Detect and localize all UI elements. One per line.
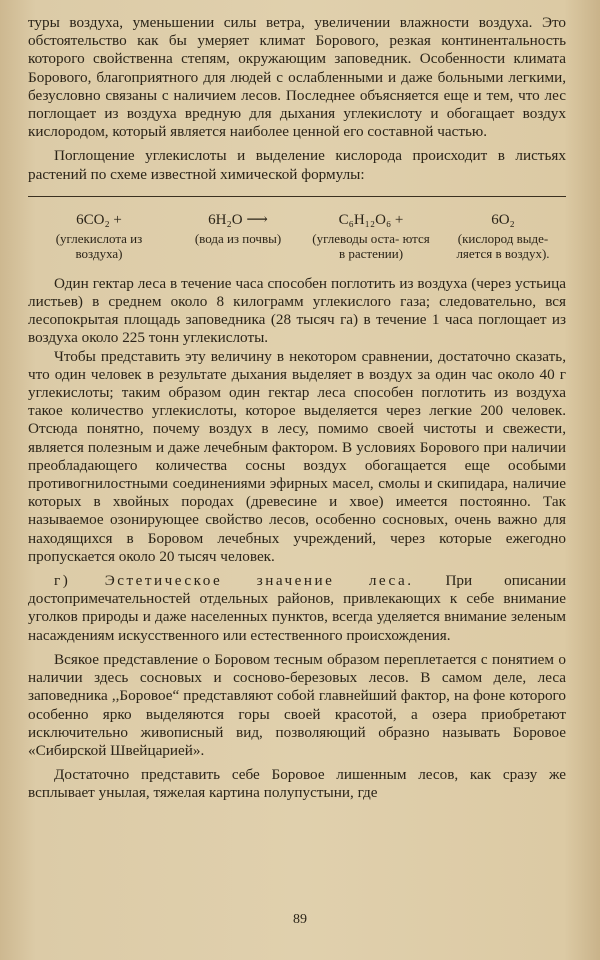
formula-divider: [28, 196, 566, 197]
paragraph-hectare: Один гектар леса в течение часа способен поглотить из воздуха (через устьица листьев) в среднем около 8 килограмм углекислого газа; следовательно, вся лесопокрытая площадь заповедника (28 тысяч га) в течение 1 часа поглощает из воздуха около 225 тонн углекислоты.: [28, 274, 566, 347]
paragraph-representation: Всякое представление о Боровом тесным образом переплетается с понятием о наличии здесь сосновых и сосново-березовых лесов. В самом деле, леса заповедника ,,Боровое“ представляют собой главнейший фактор, на фоне которого особенно ярко выделяются горы своей красотой, а озера приобретают исключительно живописный вид, позволяющий образно называть Боровое «Сибирской Швейцарией».: [28, 650, 566, 759]
formula-term-h2o: [178, 209, 298, 246]
formula-chem: 6H₂O ⟶: [208, 211, 268, 228]
formula-term-o2: [444, 209, 562, 261]
formula-term-glucose: [312, 209, 430, 261]
formula-note: (кислород выде- ляется в воздух).: [456, 230, 550, 261]
formula-note: (углекислота из воздуха): [55, 230, 143, 261]
formula-chem: 6O₂: [491, 211, 515, 228]
section-text: При описании достопримечательностей отдельных районов, привлекающих к себе внимание уголков природы и даже населенных пунктов, всегда уделяется внимание зеленым насаждениям искусственного или естественного происхождения.: [28, 572, 567, 644]
chemical-formula: [34, 209, 562, 261]
formula-term-co2: [34, 209, 164, 261]
paragraph-comparison: Чтобы представить эту величину в некотором сравнении, достаточно сказать, что один человек в результате дыхания выделяет в воздух за один час около 40 г углекислоты; таким образом один гектар леса способен поглотить из воздуха такое количество углекислоты, которое выделяется через легкие 200 человек. Отсюда понятно, почему воздух в лесу, помимо своей чистоты и свежести, является полезным и даже лечебным фактором. В условиях Борового при наличии преобладающего количества сосны воздух обогащается еще особыми противогнилостными соединениями эфирных масел, смолы и скипидара, наличие которых в хвойных породах (древесине и хвое) имеется постоянно. Так называемое озонирующее свойство лесов, особенно сосновых, очень важно для находящихся в Боровом лечебных учреждений, через которые ежегодно пропускается около 20 тысяч человек.: [28, 347, 566, 565]
formula-chem: C₆H₁₂O₆ +: [338, 211, 404, 228]
paragraph-without-forest: Достаточно представить себе Боровое лишенным лесов, как сразу же всплывает унылая, тяжелая картина полупустыни, где: [28, 766, 566, 802]
paragraph-climate: туры воздуха, уменьшении силы ветра, увеличении влажности воздуха. Это обстоятельство как бы умеряет климат Борового, резкая континентальность которого свойственна степям, окружающим заповедник. Особенности климата Борового, благоприятного для людей с ослабленными и даже больными легкими, безусловно связаны с наличием лесов. Последнее объясняется еще и тем, что лес поглощает из воздуха вредную для дыхания углекислоту и обогащает воздух кислородом, который является наиболее ценной его составной частью.: [28, 14, 566, 141]
page-number: 89: [293, 912, 307, 927]
section-heading: г) Эстетическое значение леса.: [54, 572, 414, 590]
paragraph-aesthetic: [28, 572, 566, 645]
paragraph-formula-intro: Поглощение углекислоты и выделение кислорода происходит в листьях растений по схеме известной химической формулы:: [28, 147, 566, 183]
formula-note: (углеводы оста- ются в растении): [312, 230, 430, 261]
formula-chem: 6CO₂ +: [76, 211, 122, 228]
formula-note: (вода из почвы): [194, 230, 282, 246]
